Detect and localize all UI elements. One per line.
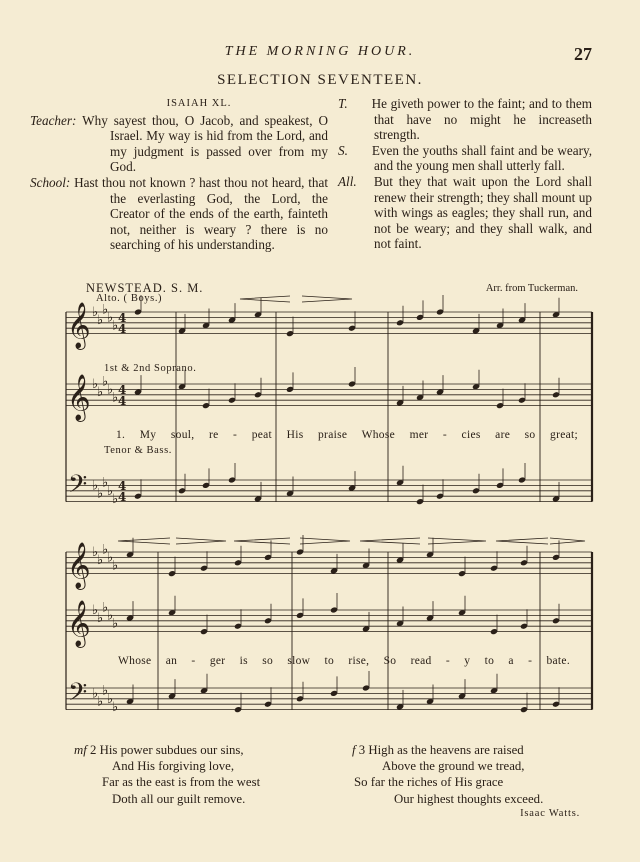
time-signature: 4: [118, 394, 127, 408]
time-signature: 4: [118, 490, 127, 504]
flat-icon: ♭: [97, 486, 104, 502]
decrescendo-mark: [550, 538, 585, 544]
flat-icon: ♭: [92, 545, 99, 560]
flat-icon: ♭: [107, 608, 114, 624]
treble-clef-icon: 𝄞: [67, 542, 91, 589]
flat-icon: ♭: [112, 491, 119, 507]
stanza-line: High as the heavens are raised: [368, 743, 524, 757]
lyrics-line-1: 1. My soul, re - peat His praise Whose mer - cies are so great;: [116, 429, 578, 441]
decrescendo-mark: [302, 296, 352, 302]
flat-icon: ♭: [112, 318, 119, 334]
bass-clef-icon: 𝄢: [68, 678, 88, 714]
speaker-label: S.: [338, 142, 348, 158]
flat-icon: ♭: [102, 302, 109, 318]
time-signature: 4: [118, 311, 127, 325]
treble-clef-icon: 𝄞: [67, 374, 91, 421]
speaker-label: T.: [338, 96, 348, 111]
time-signature: 4: [118, 383, 127, 397]
scripture-reference: ISAIAH XL.: [166, 98, 232, 109]
crescendo-mark: [118, 538, 170, 544]
verse-text: But they that wait upon the Lord shall renew their strength; they shall mount up with wings as eagles; they shall run, and not be weary; and they shall walk, and not faint.: [373, 173, 593, 252]
flat-icon: ♭: [102, 374, 109, 390]
flat-icon: ♭: [92, 478, 99, 494]
verse-text: Even the youths shall faint and be weary, and the young men shall utterly fall.: [371, 142, 592, 174]
flat-icon: ♭: [107, 691, 114, 707]
decrescendo-mark: [176, 538, 226, 544]
arranger-credit: Arr. from Tuckerman.: [485, 283, 578, 294]
alto-label: Alto. ( Boys.): [96, 293, 163, 304]
stanza-number: 3: [358, 743, 366, 757]
flat-icon: ♭: [102, 542, 109, 558]
crescendo-mark: [496, 538, 548, 544]
flat-icon: ♭: [102, 600, 109, 616]
dynamic-marking: f: [352, 743, 356, 757]
verse-text: He giveth power to the faint; and to them that have no might he increaseth strength.: [371, 96, 592, 143]
verse-text: Why sayest thou, O Jacob, and speakest, O Israel. My way is hid from the Lord, and my judgment is passed over from my God.: [82, 112, 328, 175]
dynamic-marking: mf: [74, 743, 87, 757]
stanza-line: And His forgiving love,: [112, 759, 235, 774]
crescendo-mark: [360, 538, 420, 544]
flat-icon: ♭: [92, 377, 99, 392]
flat-icon: ♭: [97, 385, 104, 401]
stanza-line: His power subdues our sins,: [99, 743, 244, 757]
stanza-number: 2: [90, 743, 97, 757]
flat-icon: ♭: [97, 611, 104, 627]
flat-icon: ♭: [107, 310, 114, 326]
flat-icon: ♭: [97, 313, 104, 329]
tenor-bass-label: Tenor & Bass.: [104, 445, 173, 456]
treble-clef-icon: 𝄞: [67, 302, 91, 349]
lyrics-line-2: Whose an - ger is so slow to rise, So read - y to a - bate.: [118, 655, 570, 667]
flat-icon: ♭: [112, 558, 119, 574]
flat-icon: ♭: [107, 483, 114, 499]
tune-name: NEWSTEAD. S. M.: [86, 281, 204, 295]
flat-icon: ♭: [107, 382, 114, 398]
flat-icon: ♭: [97, 553, 104, 569]
verse-text: Hast thou not known ? hast thou not heard, that the everlasting God, the Lord, the Creator of the ends of the earth, fainteth not, neither is weary ? there is no searching of his understanding.: [74, 174, 329, 253]
stanza-line: Doth all our guilt remove.: [112, 791, 246, 806]
crescendo-mark: [240, 296, 290, 302]
decrescendo-mark: [428, 538, 486, 544]
flat-icon: ♭: [97, 694, 104, 710]
soprano-label: 1st & 2nd Soprano.: [104, 363, 197, 374]
speaker-label: All.: [338, 173, 357, 189]
running-head: THE MORNING HOUR.: [224, 44, 416, 59]
flat-icon: ♭: [112, 699, 119, 715]
flat-icon: ♭: [102, 475, 109, 491]
treble-clef-icon: 𝄞: [67, 600, 91, 647]
stanza-line: So far the riches of His grace: [354, 775, 504, 790]
crescendo-mark: [234, 538, 290, 544]
flat-icon: ♭: [112, 616, 119, 632]
flat-icon: ♭: [107, 550, 114, 566]
flat-icon: ♭: [102, 683, 109, 699]
speaker-label: Teacher:: [30, 112, 77, 128]
time-signature: 4: [118, 322, 127, 336]
time-signature: 4: [118, 479, 127, 493]
flat-icon: ♭: [92, 686, 99, 702]
stanza-line: Our highest thoughts exceed.: [394, 791, 544, 806]
flat-icon: ♭: [92, 305, 99, 320]
stanza-line: Far as the east is from the west: [102, 775, 261, 790]
author-credit: Isaac Watts.: [520, 808, 580, 819]
page-number: 27: [574, 44, 592, 64]
bass-clef-icon: 𝄢: [68, 470, 88, 506]
flat-icon: ♭: [112, 390, 119, 406]
decrescendo-mark: [300, 538, 350, 544]
flat-icon: ♭: [92, 603, 99, 618]
stanza-3: [352, 742, 543, 807]
selection-title: SELECTION SEVENTEEN.: [217, 72, 423, 88]
stanza-2: [74, 742, 260, 807]
stanza-line: Above the ground we tread,: [382, 759, 525, 774]
